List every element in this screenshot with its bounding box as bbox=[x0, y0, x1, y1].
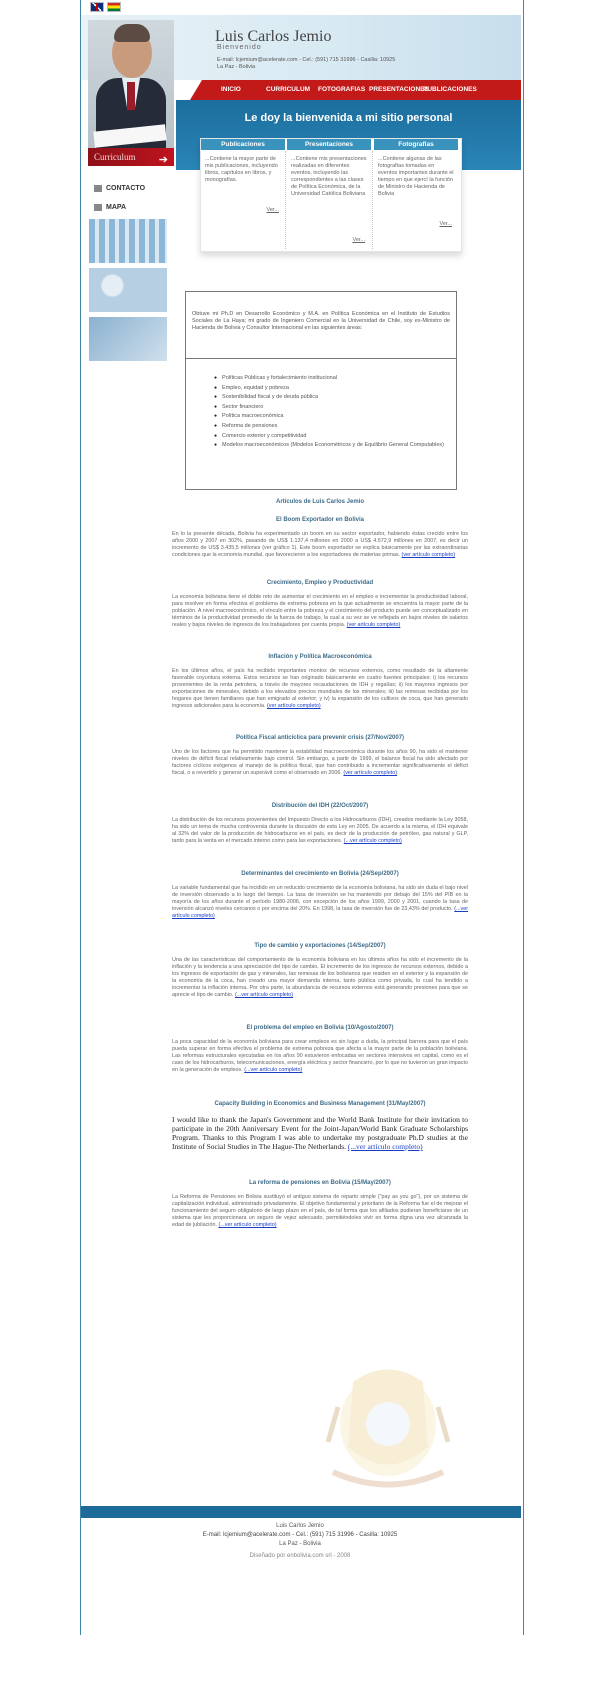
card-publicaciones-title[interactable]: Publicaciones bbox=[201, 139, 285, 150]
card-presentaciones-text: ...Contiene mis presentaciones realizadas en diferentes eventos, incluyendo las correspondientes a las clases de Política Económica, de la Universidad Católica Boliviana bbox=[291, 156, 367, 197]
card-publicaciones-text: ...Contiene la mayor parte de mis publicaciones, incluyendo libros, capítulos en libros, y monografías. bbox=[205, 156, 278, 183]
coat-of-arms-watermark bbox=[323, 1352, 453, 1497]
footer-city: La Paz - Bolivia bbox=[279, 1541, 321, 1547]
article-link[interactable]: (ver artículo completo) bbox=[346, 622, 401, 628]
article-body: Uno de los factores que ha permitido mantener la estabilidad macroeconómica durante los años 90, ha sido el mantener niveles de déficit fiscal relativamente bajo control. Sin embargo, a partir de 1999, el balance fiscal ha sido afectado por factores cíclicos exógenos al manejo de la política fiscal, que han contribuido a incrementar significativamente el déficit fiscal, o a revertirlo y generar un superávit como el observado en 2006. (ver artículo completo) bbox=[172, 749, 468, 776]
area-item: ● Política macroeconómica bbox=[214, 412, 444, 422]
profile-photo bbox=[88, 20, 174, 148]
article-title: Tipo de cambio y exportaciones (14/Sep/2007) bbox=[254, 943, 386, 949]
sections-panel bbox=[200, 138, 462, 252]
article-item bbox=[172, 735, 468, 777]
article-link[interactable]: (...ver artículo completo) bbox=[218, 1222, 277, 1228]
area-item: ● Políticas Públicas y fortalecimiento institucional bbox=[214, 374, 444, 384]
contact-button[interactable]: CONTACTO bbox=[94, 182, 149, 194]
article-body: En lo la presente década, Bolivia ha experimentado un boom en su sector exportador, habiendo éstas crecido entre los años 2000 y 2007 en 302%, pasando de US$ 1.137,4 millones en 2000 a US$ 4.572,9 millones en 2007, es decir un incremento de US$ 3.435,5 millones (ver gráfico 1). Este boom exportador se explica básicamente por las extraordinarias condiciones que la economía mundial, que favorecieron a los exportadores de materias primas. (ver artículo completo) bbox=[172, 531, 468, 558]
card-presentaciones bbox=[287, 139, 371, 251]
card-publicaciones bbox=[201, 139, 285, 251]
article-title: Política Fiscal anticíclica para prevenir crisis (27/Nov/2007) bbox=[235, 735, 405, 741]
article-title: El problema del empleo en Bolivia (10/Agosto/2007) bbox=[246, 1025, 394, 1031]
nav-publicaciones[interactable]: PUBLICACIONES bbox=[423, 86, 477, 93]
area-item: ● Sostenibilidad fiscal y de deuda pública bbox=[214, 393, 444, 403]
card-fotografias-more[interactable]: Ver... bbox=[439, 221, 452, 227]
card-publicaciones-more[interactable]: Ver... bbox=[266, 207, 279, 213]
uk-flag-icon[interactable] bbox=[90, 2, 104, 12]
map-button[interactable]: MAPA bbox=[94, 201, 149, 213]
welcome-text: Le doy la bienvenida a mi sitio personal bbox=[244, 112, 453, 124]
nav-curriculum[interactable]: CURRICULUM bbox=[266, 86, 311, 93]
area-item: ● Empleo, equidad y pobreza bbox=[214, 384, 444, 394]
article-title: Crecimiento, Empleo y Productividad bbox=[266, 580, 374, 586]
nav-fotografias[interactable]: FOTOGRAFIAS bbox=[318, 86, 366, 93]
curriculum-button[interactable] bbox=[88, 148, 174, 166]
area-item: ● Comercio exterior y competitividad bbox=[214, 432, 444, 442]
article-body: La poca capacidad de la economía boliviana para crear empleos es sin lugar a duda, la principal barrera para que el país pueda superar en forma efectiva el problema de extrema pobreza que afecta a la mayor parte de la población boliviana. Las reformas estructurales ejecutadas en los años 90 estuvieron enfocadas en sectores intensivos en capital, como es el caso de los hidrocarburos, telecomunicaciones, energía eléctrica y sector financiero, por lo que no tuvieron un gran impacto en la generación de empleos. (...ver artículo completo) bbox=[172, 1039, 468, 1073]
header-city: La Paz - Bolivia bbox=[217, 64, 256, 70]
nav-inicio[interactable]: INICIO bbox=[221, 86, 241, 93]
areas-list bbox=[214, 374, 444, 451]
article-body: La distribución de los recursos provenientes del Impuesto Directo a los Hidrocarburos (IDH), creados mediante la Ley 3058, ha sido un tema de mucha controversia durante la discusión de esta Ley en 2005. De acuerdo a la misma, el IDH equivale al 32% del valor de la producción de hidrocarburos en el país, es decir de la producción de petróleo, gas natural y GLP, tanto para la venta en el mercado interno como para las exportaciones. (...ver artículo completo) bbox=[172, 817, 468, 844]
footer-contact: E-mail: lcjemium@acelerate.com - Cel.: (591) 715 31996 - Casilla: 10925 bbox=[202, 1532, 398, 1538]
article-item bbox=[172, 871, 468, 920]
arrow-right-icon: ➔ bbox=[158, 154, 168, 166]
site-title: Luis Carlos Jemio bbox=[215, 28, 332, 45]
area-item: ● Reforma de pensiones bbox=[214, 422, 444, 432]
article-item bbox=[172, 654, 468, 710]
article-title: El Boom Exportador en Bolivia bbox=[275, 517, 364, 523]
card-presentaciones-title[interactable]: Presentaciones bbox=[287, 139, 371, 150]
site-subtitle: Bienvenido bbox=[217, 44, 262, 51]
card-fotografias bbox=[374, 139, 458, 251]
curriculum-label: Curriculum bbox=[94, 152, 136, 162]
article-item bbox=[172, 580, 468, 629]
map-icon bbox=[94, 204, 102, 211]
language-flags bbox=[90, 2, 121, 12]
article-item bbox=[172, 517, 468, 559]
article-body: La Reforma de Pensiones en Bolivia sustituyó el antiguo sistema de reparto simple ("pay as you go"), por un sistema de capitalización individual, administrado privadamente. El objetivo fundamental y prioritario de la Reforma fue el de mejorar el funcionamiento del seguro obligatorio de largo plazo en el país, de tal forma que los afiliados pudieran beneficiarse de un sistema que les proporcionara un seguro de vejez adecuado, permitiéndoles vivir en forma digna una vez alcanzada la edad de jubilación. (...ver artículo completo) bbox=[172, 1194, 468, 1228]
side-image-finance bbox=[89, 317, 167, 361]
card-fotografias-title[interactable]: Fotografías bbox=[374, 139, 458, 150]
article-title: Determinantes del crecimiento en Bolivia (24/Sep/2007) bbox=[241, 871, 399, 877]
article-item bbox=[172, 1180, 468, 1229]
article-link[interactable]: (...ver artículo completo) bbox=[244, 1067, 303, 1073]
header-contact: E-mail: lcjemium@acelerate.com - Cel.: (591) 715 31996 - Casilla: 10925 bbox=[217, 57, 396, 63]
article-title: Capacity Building in Economics and Business Management (31/May/2007) bbox=[214, 1101, 426, 1107]
side-image-coins bbox=[89, 268, 167, 312]
area-item: ● Sector financiero bbox=[214, 403, 444, 413]
article-link[interactable]: (ver artículo completo) bbox=[401, 552, 456, 558]
nav-presentaciones[interactable]: PRESENTACIONES bbox=[369, 86, 429, 93]
intro-box bbox=[185, 291, 457, 490]
article-link[interactable]: (...ver artículo completo) bbox=[172, 906, 469, 919]
bolivia-flag-icon[interactable] bbox=[107, 2, 121, 12]
article-title: Distribución del IDH (22/Oct/2007) bbox=[271, 803, 369, 809]
article-link[interactable]: (...ver artículo completo) bbox=[347, 1142, 423, 1151]
card-presentaciones-more[interactable]: Ver... bbox=[352, 237, 365, 243]
article-body: La economía boliviana tiene el doble reto de aumentar el crecimiento en el empleo e incrementar la productividad laboral, para resolver en forma efectiva el problema de extrema pobreza en la que actualmente se encuentra la mayor parte de la población. A nivel macroeconómico, el vínculo entre la pobreza y el crecimiento del producto puede ser conceptualizado en términos de la productividad promedio de la fuerza de trabajo, la cual a su vez se ve reflejada en bajos niveles de salarios reales y bajos niveles de ingresos de los trabajadores por cuenta propia. (ver artículo completo) bbox=[172, 594, 468, 628]
article-body: Una de las características del comportamiento de la economía boliviana en los últimos años ha sido el incremento de la inflación y la tendencia a una apreciación del tipo de cambio. El incremento de los ingresos de recursos externos, debido a los ingresos de exportación de gas y minerales, las remesas de los bolivianos que residen en el exterior y la expansión de la economía de la coca, han creado una mayor demanda interna, tanto pública como privada, lo cual ha tendido a incrementar la inflación interna. Por otra parte, la abundancia de recursos externos está generando presiones para que se aprecie el tipo de cambio. (...ver artículo completo) bbox=[172, 957, 468, 998]
article-body: I would like to thank the Japan's Government and the World Bank Institute for their invitation to participate in the 20th Anniversary Event for the Joint-Japan/World Bank Graduate Scholarships Program. Thanks to this Program I was able to undertake my postgraduate Ph.D studies at the Institute of Social Studies in The Hague-The Netherlands. (...ver artículo completo) bbox=[172, 1115, 468, 1151]
article-link[interactable]: (...ver artículo completo) bbox=[343, 838, 402, 844]
article-body: En los últimos años, el país ha recibido importantes montos de recursos externos, como resultado de la altamente favorable coyuntura externa. Estos recursos se han originado básicamente en cuatro fuentes principales: i) los recursos provenientes de la renta petrolera, a través de mayores recaudaciones de IDH y regalías; ii) los mayores ingresos por exportaciones de minerales, debido a los elevados precios mundiales de los minerales; iii) las remesas recibidas por los hogares que tienen familiares que han emigrado al exterior; y iv) la expansión de los cultivos de coca, que han generado ingresos adicionales para la economía. (ver artículo completo) bbox=[172, 668, 468, 709]
footer-bar bbox=[81, 1506, 521, 1518]
side-image-chart bbox=[89, 219, 167, 263]
footer-name: Luis Carlos Jemio bbox=[276, 1523, 324, 1529]
article-title: Inflación y Política Macroeconómica bbox=[268, 654, 372, 660]
card-fotografias-text: ...Contiene algunas de las fotografías tomadas en eventos importantes durante el tiempo en que ejercí la función de Ministro de Hacienda de Bolivia bbox=[378, 156, 454, 197]
article-item bbox=[172, 943, 468, 999]
article-link[interactable]: (ver artículo completo) bbox=[267, 703, 321, 709]
article-item bbox=[172, 1025, 468, 1074]
article-body: La variable fundamental que ha incidido en un reducido crecimiento de la economía boliviana, ha sido sin duda el bajo nivel de inversión observado a lo largo del tiempo. La tasa de inversión se ha mantenido por debajo del 15% del PIB en la mayoría de los años durante el período 1980-2006, con excepción de los años 1999, 2000 y 2001, cuando la tasa de inversión alcanzó niveles cercanos o por encima del 20%. En 1998, la tasa de inversión fue de 23,43% del producto. (...ver artículo completo) bbox=[172, 885, 469, 919]
footer-credit[interactable]: Diseñado por enbolivia.com srl - 2008 bbox=[249, 1553, 351, 1559]
contact-icon bbox=[94, 185, 102, 192]
area-item: ● Modelos macroeconómicos (Modelos Econométricos y de Equilibrio General Computables) bbox=[214, 441, 444, 451]
article-item bbox=[172, 803, 468, 845]
articles-heading: Artículos de Luis Carlos Jemio bbox=[275, 499, 365, 505]
intro-text: Obtuve mi Ph.D en Desarrollo Económico y M.A. en Política Económica en el Instituto de Estudios Sociales de La Haya; mi grado de Ingeniero Comercial en la Universidad de Chile, soy ex-Ministro de Hacienda de Bolivia y Consultor Internacional en las siguientes áreas: bbox=[192, 311, 450, 331]
article-item bbox=[172, 1101, 468, 1151]
article-link[interactable]: (ver artículo completo) bbox=[343, 770, 398, 776]
article-title: La reforma de pensiones en Bolivia (15/May/2007) bbox=[249, 1180, 391, 1186]
article-link[interactable]: (...ver artículo completo) bbox=[234, 992, 294, 998]
